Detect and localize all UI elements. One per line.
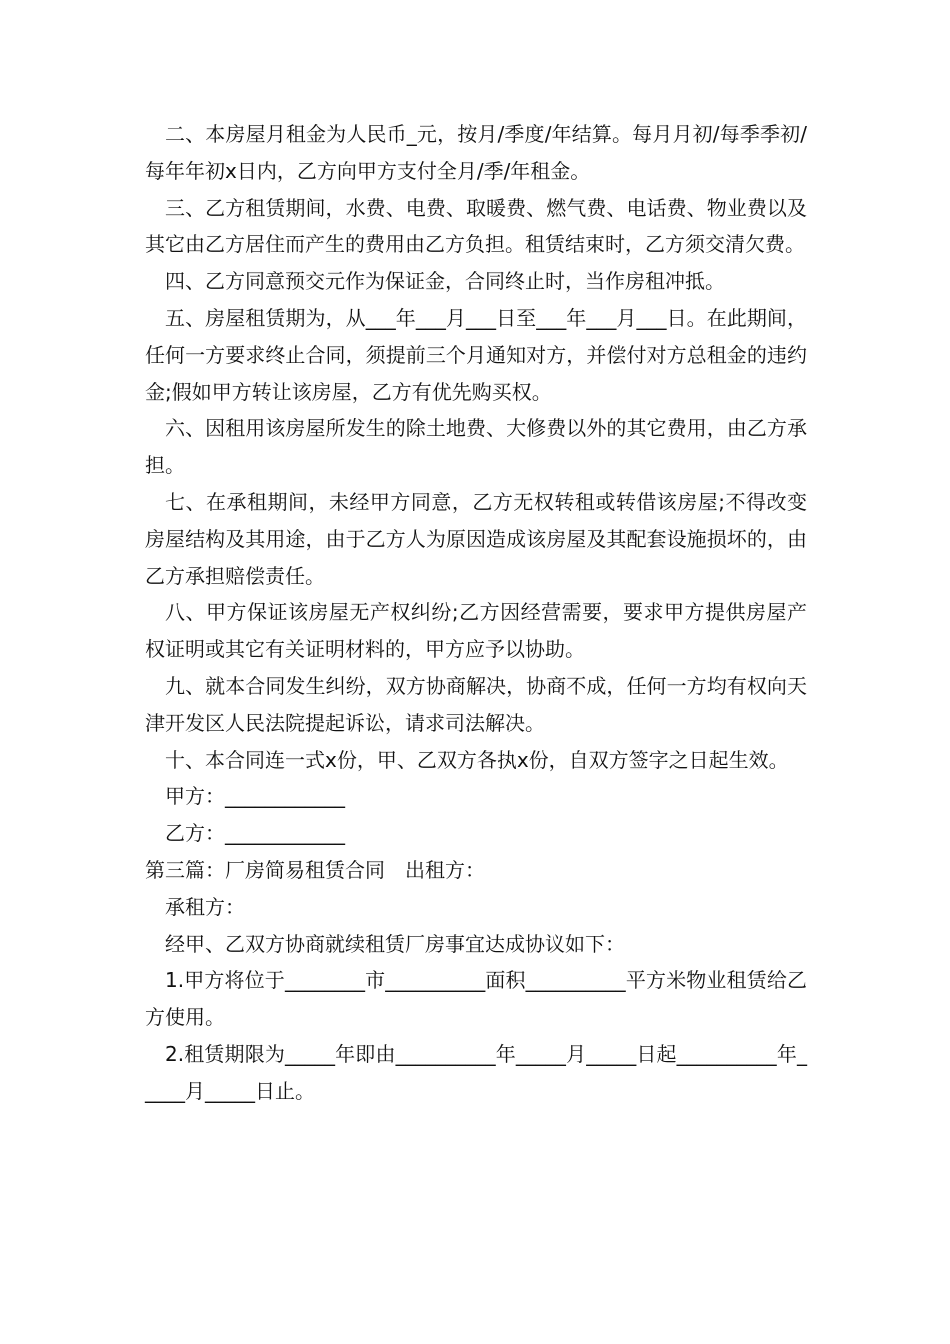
clause-7-sublet: 七、在承租期间，未经甲方同意，乙方无权转租或转借该房屋;不得改变房屋结构及其用途，由于乙方人为原因造成该房屋及其配套设施损坏的，由乙方承担赔偿责任。 xyxy=(145,489,807,588)
section-heading-part-3: 第三篇：厂房简易租赁合同 出租方： xyxy=(145,857,485,882)
clause-4-deposit: 四、乙方同意预交元作为保证金，合同终止时，当作房租冲抵。 xyxy=(165,269,725,294)
item-1-location: 1.甲方将位于________市__________面积__________平方米物业租赁给乙方使用。 xyxy=(145,968,807,1030)
agreement-intro: 经甲、乙双方协商就续租赁厂房事宜达成协议如下： xyxy=(165,931,625,956)
item-2-lease-period: 2.租赁期限为_____年即由__________年_____月_____日起__________年_____月_____日止。 xyxy=(145,1041,807,1103)
lessee-line: 承租方： xyxy=(165,894,245,919)
document-page xyxy=(145,116,807,1110)
clause-9-disputes: 九、就本合同发生纠纷，双方协商解决，协商不成，任何一方均有权向天津开发区人民法院提起诉讼，请求司法解决。 xyxy=(145,673,807,735)
clause-10-copies: 十、本合同连一式x份，甲、乙双方各执x份，自双方签字之日起生效。 xyxy=(165,747,789,772)
clause-2-rent: 二、本房屋月租金为人民币_元，按月/季度/年结算。每月月初/每季季初/每年年初x日内，乙方向甲方支付全月/季/年租金。 xyxy=(145,122,807,183)
clause-3-fees: 三、乙方租赁期间，水费、电费、取暖费、燃气费、电话费、物业费以及其它由乙方居住而产生的费用由乙方负担。租赁结束时，乙方须交清欠费。 xyxy=(145,195,807,257)
signature-party-b: 乙方：____________ xyxy=(165,821,345,846)
clause-8-property-rights: 八、甲方保证该房屋无产权纠纷;乙方因经营需要，要求甲方提供房屋产权证明或其它有关证明材料的，甲方应予以协助。 xyxy=(145,600,807,662)
signature-party-a: 甲方：____________ xyxy=(165,784,345,809)
clause-6-other-costs: 六、因租用该房屋所发生的除土地费、大修费以外的其它费用，由乙方承担。 xyxy=(145,416,807,478)
clause-5-term: 五、房屋租赁期为，从___年___月___日至___年___月___日。在此期间，任何一方要求终止合同，须提前三个月通知对方，并偿付对方总租金的违约金;假如甲方转让该房屋，乙方有优先购买权。 xyxy=(145,305,807,404)
